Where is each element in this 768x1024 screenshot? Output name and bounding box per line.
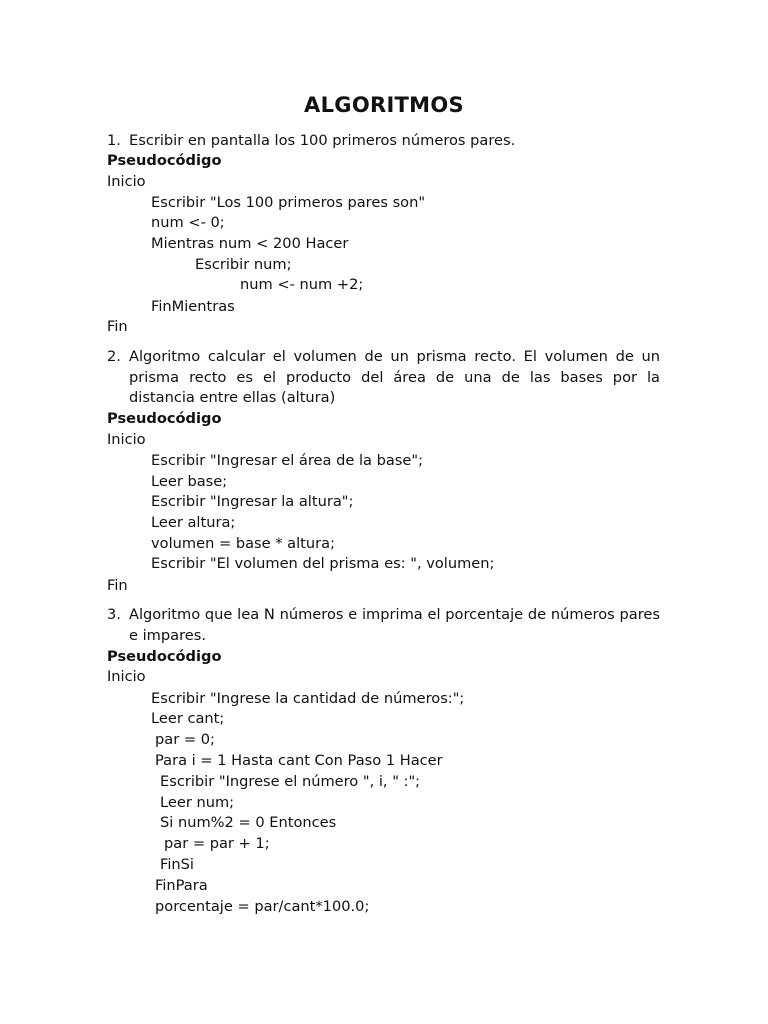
item-2-number: 2. bbox=[107, 348, 121, 365]
item-1-code-line: Escribir num; bbox=[195, 256, 292, 273]
item-2-code-line: volumen = base * altura; bbox=[151, 535, 336, 552]
item-3-code-line: par = par + 1; bbox=[164, 835, 270, 852]
item-2-code-line: Leer base; bbox=[151, 473, 228, 490]
item-1-inicio: Inicio bbox=[107, 173, 146, 190]
item-3-number: 3. bbox=[107, 606, 121, 623]
item-3-code-line: FinSi bbox=[160, 856, 194, 873]
item-2-heading: Algoritmo calcular el volumen de un prisma recto. El volumen de un prisma recto es el producto del área de una de las bases por la distancia entre ellas (altura) bbox=[129, 348, 660, 407]
item-2-pseudo-label: Pseudocódigo bbox=[107, 410, 222, 427]
item-3-code-line: par = 0; bbox=[155, 731, 215, 748]
item-1-number: 1. bbox=[107, 132, 121, 149]
item-1-pseudo-label: Pseudocódigo bbox=[107, 152, 222, 169]
item-1-code-line: FinMientras bbox=[151, 298, 235, 315]
item-3-code-line: Leer cant; bbox=[151, 710, 225, 727]
item-2-code-line: Escribir "Ingresar el área de la base"; bbox=[151, 452, 424, 469]
item-2-code-line: Leer altura; bbox=[151, 514, 236, 531]
document-title: ALGORITMOS bbox=[304, 93, 464, 117]
item-2-inicio: Inicio bbox=[107, 431, 146, 448]
item-3-heading: Algoritmo que lea N números e imprima el porcentaje de números pares e impares. bbox=[129, 606, 660, 644]
item-1-code-line: Mientras num < 200 Hacer bbox=[151, 235, 349, 252]
item-3-code-line: Si num%2 = 0 Entonces bbox=[160, 814, 337, 831]
item-2-code-line: Escribir "Ingresar la altura"; bbox=[151, 493, 354, 510]
item-1-code-line: Escribir "Los 100 primeros pares son" bbox=[151, 194, 426, 211]
item-1-code-line: num <- 0; bbox=[151, 214, 225, 231]
item-3-code-line: Escribir "Ingrese la cantidad de números:"; bbox=[151, 690, 465, 707]
item-1-code-line: num <- num +2; bbox=[240, 276, 364, 293]
item-3-pseudo-label: Pseudocódigo bbox=[107, 648, 222, 665]
item-3-inicio: Inicio bbox=[107, 668, 146, 685]
item-3-code-line: FinPara bbox=[155, 877, 208, 894]
item-3-code-line: porcentaje = par/cant*100.0; bbox=[155, 898, 370, 915]
item-3-code-line: Leer num; bbox=[160, 794, 235, 811]
item-1-heading: Escribir en pantalla los 100 primeros números pares. bbox=[129, 132, 516, 149]
item-1-fin: Fin bbox=[107, 318, 128, 335]
item-2-code-line: Escribir "El volumen del prisma es: ", volumen; bbox=[151, 555, 495, 572]
item-3-code-line: Escribir "Ingrese el número ", i, " :"; bbox=[160, 773, 421, 790]
item-3-code-line: Para i = 1 Hasta cant Con Paso 1 Hacer bbox=[155, 752, 443, 769]
item-2-fin: Fin bbox=[107, 577, 128, 594]
